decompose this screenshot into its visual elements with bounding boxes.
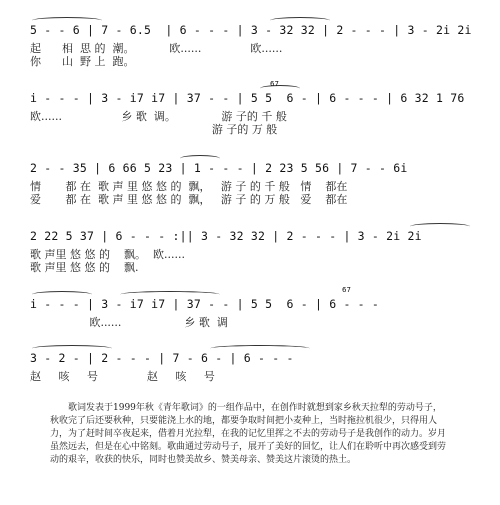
- score-row-3: [30, 160, 470, 206]
- lyric-line: 爱 都 在 歌 声 里 悠 悠 的 飘， 游 子 的 万 般 爱 都在: [30, 193, 348, 206]
- lyric-line: 起 相 思 的 潮。 欧...... 欧......: [30, 42, 283, 55]
- notation-line: i - - - | 3 - i7 i7 | 37 - - | 5 5 6 - | 6 - - -: [30, 297, 380, 311]
- score-row-2: [30, 80, 470, 136]
- grace-note: 67: [342, 286, 351, 294]
- score-row-1: [30, 22, 472, 68]
- lyric-line: 欧...... 乡 歌 调。 游 子的 千 般: [30, 110, 287, 123]
- lyric-line: 歌 声里 悠 悠 的 飘.: [30, 261, 139, 274]
- lyric-line: 欧...... 乡 歌 调: [30, 316, 228, 329]
- lyric-line: 歌 声里 悠 悠 的 飘。 欧......: [30, 248, 185, 261]
- score-row-6: [30, 350, 470, 390]
- grace-note: 67: [270, 80, 279, 88]
- lyric-line: 游 子的 万 般: [30, 123, 278, 136]
- song-description: 歌词发表于1999年秋《青年歌词》的一组作品中，在创作时就想到家乡秋天拉犁的劳动号子，秋收完了后还要秋种，只要能浇上水的地，都要争取时间把小麦种上，当时拖拉机很少，只得用人力，为了赶时间卒夜起来，借着月光拉犁，在我的记忆里挥之不去的劳动号子是我创作的动力。岁月虽然远去，但是在心中铭刻。歌曲通过劳动号子，展开了美好的回忆，让人们在聆听中再次感受到劳动的艰辛，收获的快乐，同时也赞美故乡、赞美母亲、赞美这片滚烫的热土。: [50, 403, 447, 465]
- notation-line: 2 - - 35 | 6 66 5 23 | 1 - - - | 2 23 5 56 | 7 - - 6i: [30, 161, 408, 175]
- notation-line: 5 - - 6 | 7 - 6.5 | 6 - - - | 3 - 32 32 | 2 - - - | 3 - 2i 2i: [30, 23, 472, 37]
- score-row-4: [30, 228, 470, 274]
- score-row-5: [30, 286, 470, 336]
- notation-line: i - - - | 3 - i7 i7 | 37 - - | 5 5 6 - | 6 - - - | 6 32 1 76: [30, 91, 465, 105]
- notation-line: 2 22 5 37 | 6 - - - :|| 3 - 32 32 | 2 - - - | 3 - 2i 2i: [30, 229, 422, 243]
- lyric-line: 情 都 在 歌 声 里 悠 悠 的 飘， 游 子 的 千 般 情 都在: [30, 180, 348, 193]
- notation-line: 3 - 2 - | 2 - - - | 7 - 6 - | 6 - - -: [30, 351, 294, 365]
- lyric-line: 赵 咳 号 赵 咳 号: [30, 370, 215, 383]
- lyric-line: 你 山 野 上 跑。: [30, 55, 135, 68]
